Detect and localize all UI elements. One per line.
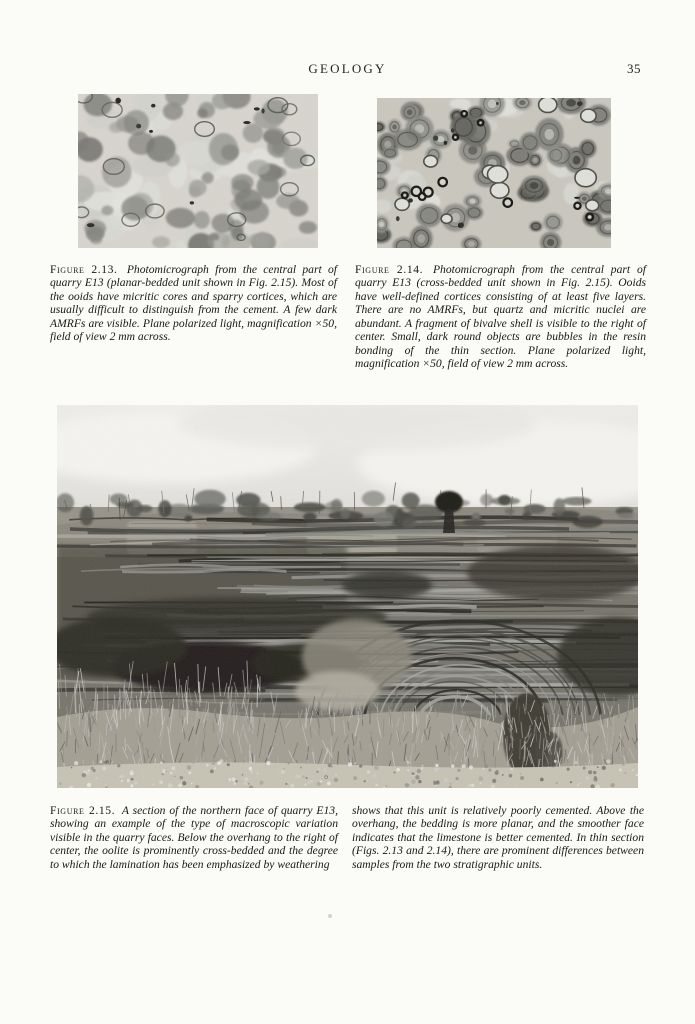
figure-2-14-label: Figure 2.14.	[355, 263, 424, 276]
page-number: 35	[627, 61, 641, 76]
caption-figure-2-13	[50, 263, 337, 344]
photomicrograph-planar-image	[78, 94, 318, 248]
caption-figure-2-15-col1	[50, 804, 338, 871]
photomicrograph-crossbed-image	[377, 98, 611, 248]
page-header	[0, 61, 695, 79]
figure-2-15-caption-text-col2: shows that this unit is relatively poorly cemented. Above the overhang, the bedding is more planar, and the smoother face indicates that the limestone is better cemented. In thin section (Figs. 2.13 and 2.14), there are prominent differences between samples from the two stratigraphic units.	[352, 804, 644, 871]
figure-2-14-photo	[377, 98, 611, 248]
scan-speck	[328, 914, 332, 918]
caption-figure-2-15-col2	[352, 804, 644, 871]
figure-2-15-caption-text-col1: A section of the northern face of quarry E13, showing an example of the type of macroscopic variation visible in the quarry faces. Below the overhang to the right of center, the oolite is prominently cross-bedded and the degree to which the lamination has been emphasized by weathering	[50, 804, 338, 871]
figure-2-14-caption-text: Photomicrograph from the central part of quarry E13 (cross-bedded unit shown in Fig. 2.15). Ooids have well-defined cortices consisting of at least five layers. There are no AMRFs, but quartz and micritic nuclei are abundant. A fragment of bivalve shell is visible to the right of center. Small, dark round objects are bubbles in the resin bonding of the thin section. Plane polarized light, magnification ×50, field of view 2 mm across.	[355, 263, 646, 371]
figure-2-13-label: Figure 2.13.	[50, 263, 118, 276]
figure-2-15-photo	[57, 405, 638, 788]
figure-2-13-photo	[78, 94, 318, 248]
quarry-face-image	[57, 405, 638, 788]
caption-figure-2-14	[355, 263, 646, 371]
figure-2-15-label: Figure 2.15.	[50, 804, 116, 817]
running-title: GEOLOGY	[308, 61, 387, 76]
figure-2-13-caption-text: Photomicrograph from the central part of quarry E13 (planar-bedded unit shown in Fig. 2.15). Most of the ooids have micritic cores and sparry cortices, which are usually difficult to distinguish from the cement. A few dark AMRFs are visible. Plane polarized light, magnification ×50, field of view 2 mm across.	[50, 263, 337, 344]
